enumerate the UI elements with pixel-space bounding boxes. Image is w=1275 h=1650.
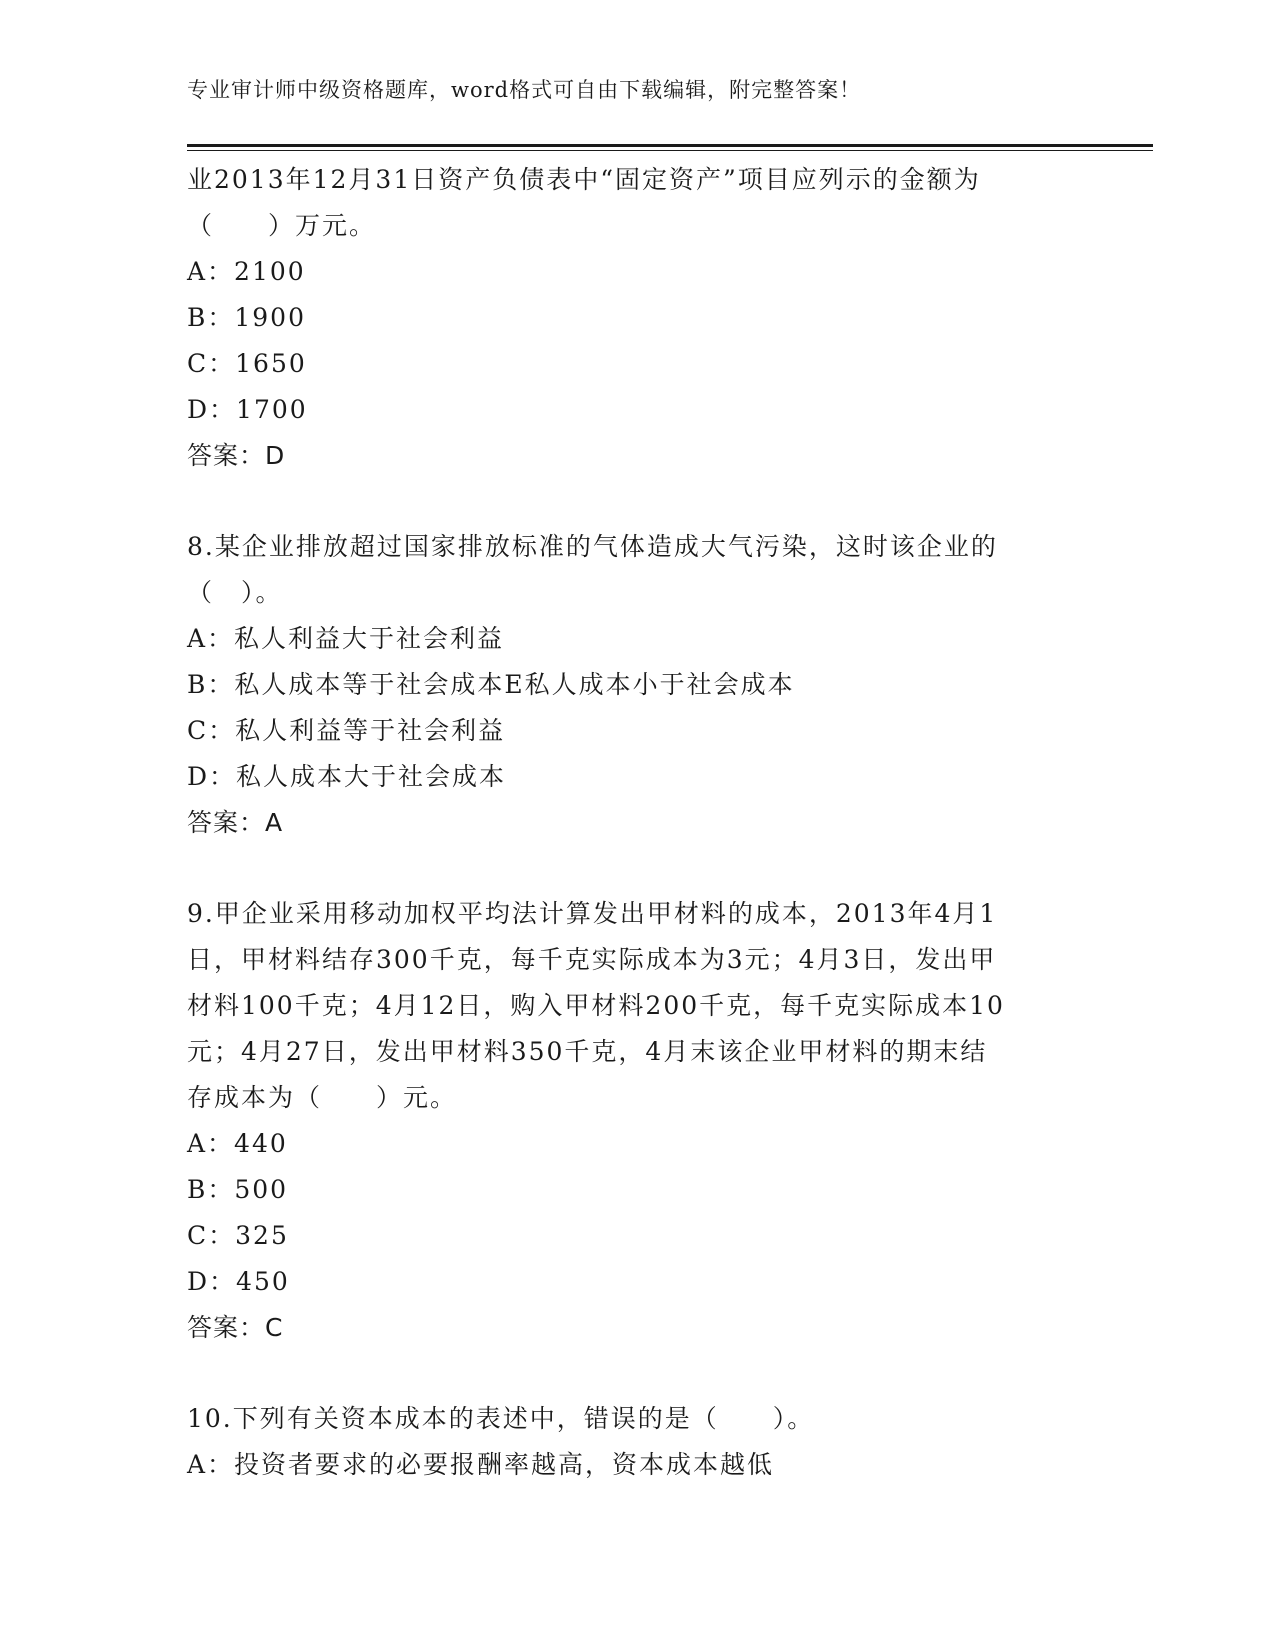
option-c: C：私人利益等于社会利益 [187,716,506,745]
option-b: B：500 [187,1175,289,1204]
option-c: C：1650 [187,349,307,378]
question-stem-line: 存成本为（ ）元。 [187,1083,458,1112]
question-7 [187,157,1087,479]
question-stem-line: 元；4月27日，发出甲材料350千克，4月末该企业甲材料的期末结 [187,1037,988,1066]
question-8 [187,524,1087,846]
question-stem-line: 8.某企业排放超过国家排放标准的气体造成大气污染，这时该企业的 [187,532,998,561]
option-a: A：私人利益大于社会利益 [187,624,505,653]
question-10 [187,1396,1087,1488]
question-stem-line: 业2013年12月31日资产负债表中“固定资产”项目应列示的金额为 [187,165,981,194]
option-d: D：450 [187,1267,290,1296]
option-a: A：440 [187,1129,288,1158]
header-rule-thick [187,144,1153,147]
answer-line: 答案：C [187,1313,284,1342]
question-content [187,157,1087,1488]
question-stem-line: 10.下列有关资本成本的表述中，错误的是（ ）。 [187,1404,815,1433]
question-9 [187,891,1087,1351]
answer-line: 答案：D [187,441,286,470]
question-stem-line: 材料100千克；4月12日，购入甲材料200千克，每千克实际成本10 [187,991,1005,1020]
question-stem-line: 9.甲企业采用移动加权平均法计算发出甲材料的成本，2013年4月1 [187,899,998,928]
option-a: A：2100 [187,257,306,286]
option-a: A：投资者要求的必要报酬率越高，资本成本越低 [187,1450,775,1479]
option-c: C：325 [187,1221,289,1250]
question-stem-line: （ ）。 [187,578,283,607]
question-stem-line: 日，甲材料结存300千克，每千克实际成本为3元；4月3日，发出甲 [187,945,997,974]
page-header: 专业审计师中级资格题库，word格式可自由下载编辑，附完整答案！ [187,78,862,102]
question-stem-line: （ ）万元。 [187,211,377,240]
option-b: B：私人成本等于社会成本E私人成本小于社会成本 [187,670,795,699]
answer-line: 答案：A [187,808,284,837]
option-b: B：1900 [187,303,306,332]
header-rule-thin [187,150,1153,151]
option-d: D：1700 [187,395,308,424]
option-d: D：私人成本大于社会成本 [187,762,507,791]
